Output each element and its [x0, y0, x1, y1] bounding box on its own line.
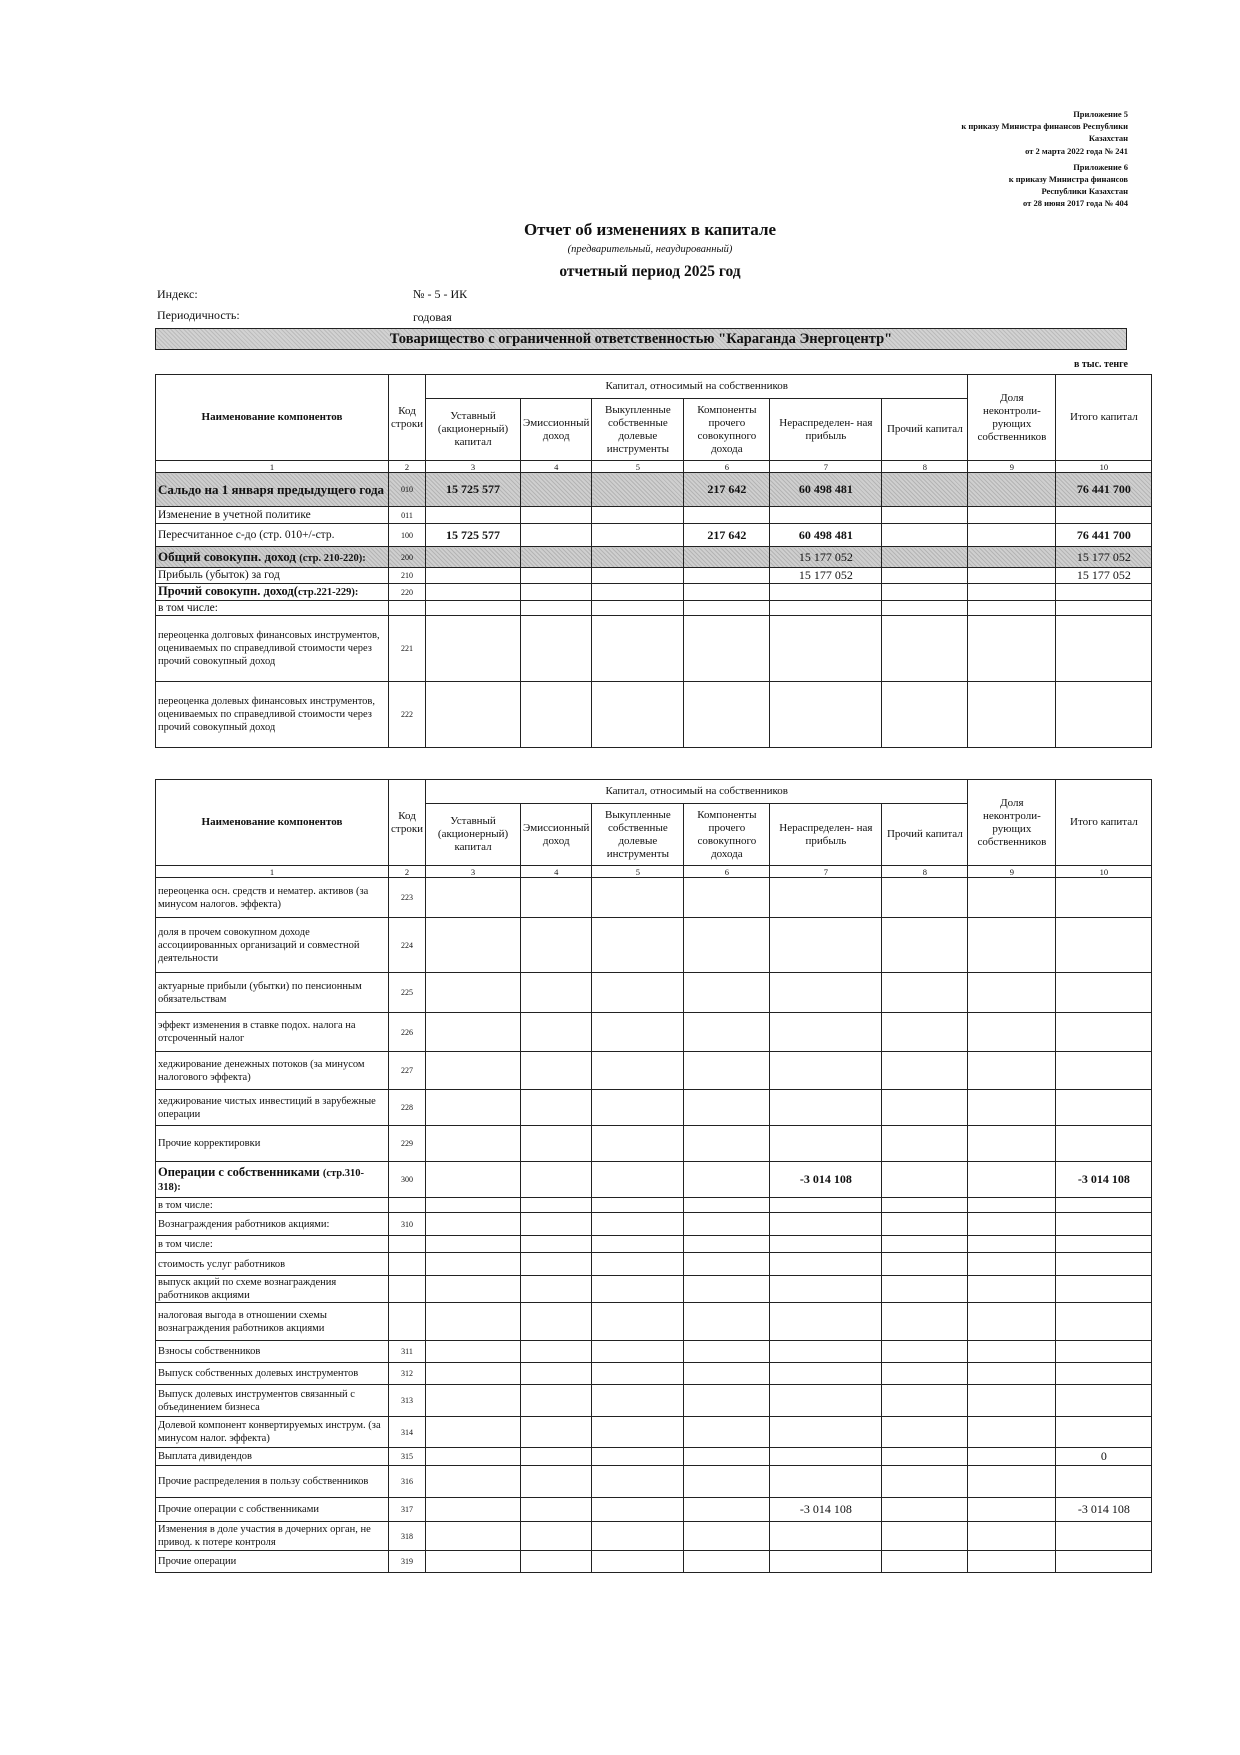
table-row: Прочие операции 319 — [156, 1551, 1152, 1573]
table-row: переоценка долговых финансовых инструментов, оцениваемых по справедливой стоимости через прочий совокупный доход 221 — [156, 616, 1152, 682]
company-banner: Товарищество с ограниченной ответственностью "Караганда Энергоцентр" — [155, 328, 1127, 350]
table-row: Прочие распределения в пользу собственников 316 — [156, 1466, 1152, 1498]
table-row: Вознаграждения работников акциями: 310 — [156, 1213, 1152, 1236]
index-value: № - 5 - ИК — [413, 287, 468, 301]
header-col-7: Нераспределен- ная прибыль — [770, 399, 882, 461]
header-col-4-2: Эмиссионный доход — [521, 804, 592, 866]
table-row: Прочие операции с собственниками 317 -3 014 108 -3 014 108 — [156, 1498, 1152, 1522]
report-period: отчетный период 2025 год — [559, 263, 741, 280]
table-row: налоговая выгода в отношении схемы вознаграждения работников акциями — [156, 1303, 1152, 1341]
header-name-2: Наименование компонентов — [156, 780, 389, 866]
table-row: Взносы собственников 311 — [156, 1341, 1152, 1363]
report-title: Отчет об изменениях в капитале — [523, 220, 777, 239]
header-col-10: Итого капитал — [1056, 375, 1152, 461]
header-code: Код строки — [389, 375, 426, 461]
header-name: Наименование компонентов — [156, 375, 389, 461]
table-row: Прибыль (убыток) за год 210 15 177 052 15 177 052 — [156, 568, 1152, 584]
header-col-9-2: Доля неконтроли- рующих собственников — [968, 780, 1056, 866]
table-row: в том числе: — [156, 601, 1152, 616]
column-numbers: 1 2 3 4 5 6 7 8 9 10 — [156, 461, 1152, 473]
table-row: Выплата дивидендов 315 0 — [156, 1448, 1152, 1466]
index-label: Индекс: — [157, 287, 198, 301]
report-subtitle: (предварительный, неаудированный) — [567, 244, 733, 255]
header-col-5: Выкупленные собственные долевые инструменты — [592, 399, 684, 461]
table-row: в том числе: — [156, 1198, 1152, 1213]
table-row: выпуск акций по схеме вознаграждения работников акциями — [156, 1276, 1152, 1303]
table-row: Сальдо на 1 января предыдущего года 010 15 725 577 217 642 60 498 481 76 441 700 — [156, 473, 1152, 507]
unit-label: в тыс. тенге — [1073, 359, 1128, 370]
header-col-10-2: Итого капитал — [1056, 780, 1152, 866]
header-col-5-2: Выкупленные собственные долевые инструменты — [592, 804, 684, 866]
table-row: Прочий совокупн. доход(стр.221-229): 220 — [156, 584, 1152, 601]
header-col-4: Эмиссионный доход — [521, 399, 592, 461]
table-row: актуарные прибыли (убытки) по пенсионным обязательствам 225 — [156, 973, 1152, 1013]
table-row: доля в прочем совокупном доходе ассоциированных организаций и совместной деятельности 224 — [156, 918, 1152, 973]
header-col-3-2: Уставный (акционерный) капитал — [426, 804, 521, 866]
header-group: Капитал, относимый на собственников — [426, 375, 968, 399]
equity-table-part-2 — [155, 779, 1152, 1573]
table-row: Выпуск собственных долевых инструментов 312 — [156, 1363, 1152, 1385]
appendix-6: Приложение 6 к приказу Министра финансов Республики Казахстан от 28 июня 2017 года № 404 — [1008, 161, 1128, 209]
table-row: эффект изменения в ставке подох. налога на отсроченный налог 226 — [156, 1013, 1152, 1052]
table-row: Выпуск долевых инструментов связанный с объединением бизнеса 313 — [156, 1385, 1152, 1417]
table-row: Операции с собственниками (стр.310-318): 300 -3 014 108 -3 014 108 — [156, 1162, 1152, 1198]
table-row: переоценка осн. средств и нематер. активов (за минусом налогов. эффекта) 223 — [156, 878, 1152, 918]
table-row: переоценка долевых финансовых инструментов, оцениваемых по справедливой стоимости через прочий совокупный доход 222 — [156, 682, 1152, 748]
table-row: Общий совокупн. доход (стр. 210-220): 200 15 177 052 15 177 052 — [156, 547, 1152, 568]
table-row: Изменение в учетной политике 011 — [156, 507, 1152, 524]
appendix-5: Приложение 5 к приказу Министра финансов Республики Казахстан от 2 марта 2022 года № 241 — [961, 109, 1128, 156]
table-row: Изменения в доле участия в дочерних орган, не привод. к потере контроля 318 — [156, 1522, 1152, 1551]
header-col-8-2: Прочий капитал — [882, 804, 968, 866]
equity-table-part-1 — [155, 374, 1152, 748]
appendix-notes — [961, 108, 1128, 214]
header-col-8: Прочий капитал — [882, 399, 968, 461]
table-row: в том числе: — [156, 1236, 1152, 1253]
header-col-9: Доля неконтроли- рующих собственников — [968, 375, 1056, 461]
table-row: Пересчитанное с-до (стр. 010+/-стр. 100 15 725 577 217 642 60 498 481 76 441 700 — [156, 524, 1152, 547]
column-numbers-2: 1 2 3 4 5 6 7 8 9 10 — [156, 866, 1152, 878]
header-col-6-2: Компоненты прочего совокупного дохода — [684, 804, 770, 866]
periodicity-value: годовая — [413, 310, 452, 324]
table-row: Прочие корректировки 229 — [156, 1126, 1152, 1162]
header-code-2: Код строки — [389, 780, 426, 866]
periodicity-label: Периодичность: — [157, 308, 240, 322]
table-row: хеджирование денежных потоков (за минусом налогового эффекта) 227 — [156, 1052, 1152, 1090]
header-col-3: Уставный (акционерный) капитал — [426, 399, 521, 461]
table-row: Долевой компонент конвертируемых инструм. (за минусом налог. эффекта) 314 — [156, 1417, 1152, 1448]
table-row: хеджирование чистых инвестиций в зарубежные операции 228 — [156, 1090, 1152, 1126]
table-row: стоимость услуг работников — [156, 1253, 1152, 1276]
header-col-7-2: Нераспределен- ная прибыль — [770, 804, 882, 866]
header-col-6: Компоненты прочего совокупного дохода — [684, 399, 770, 461]
header-group-2: Капитал, относимый на собственников — [426, 780, 968, 804]
